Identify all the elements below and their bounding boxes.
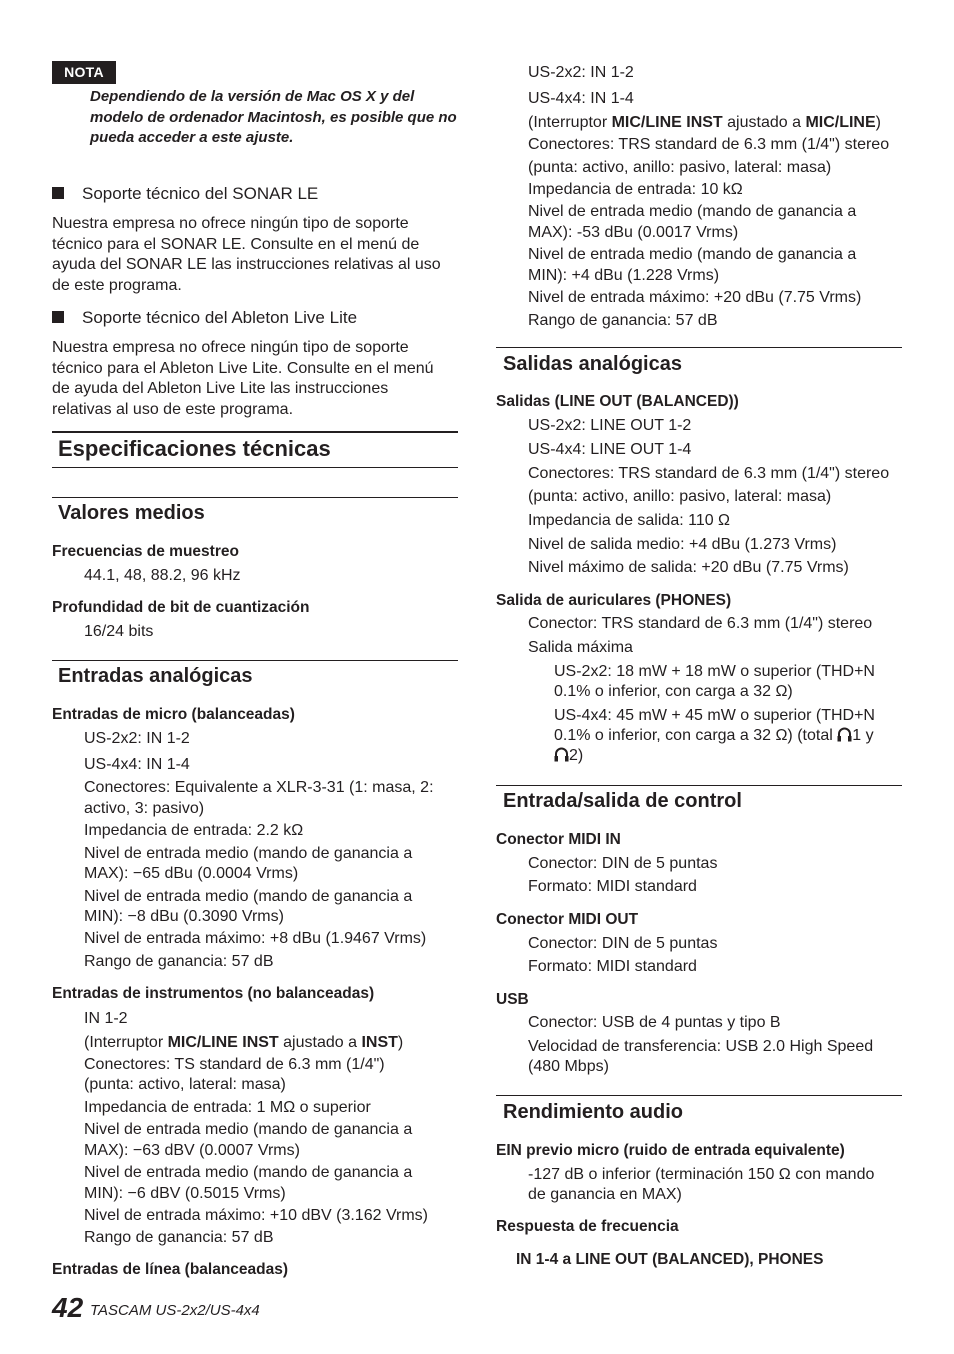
spec-line: (punta: activo, anillo: pasivo, lateral: masa) [528,159,832,176]
switch-line: (Interruptor MIC/LINE INST ajustado a INST) [84,1034,404,1051]
sonar-heading [52,183,318,205]
spec-line: Conector: DIN de 5 puntas [528,935,718,952]
ableton-heading-text: Soporte técnico del Ableton Live Lite [82,308,358,327]
salidas-title: Salidas analógicas [503,353,682,375]
spec-line: 0.1% o inferior, con carga a 32 Ω) (total 1 y [554,727,874,744]
divider [496,1095,902,1096]
divider [52,431,458,433]
text-line: relativas al uso de este programa. [52,400,294,418]
midi-in-label: Conector MIDI IN [496,831,621,848]
resp-sub: IN 1-4 a LINE OUT (BALANCED), PHONES [516,1251,824,1268]
ein-label: EIN previo micro (ruido de entrada equivalente) [496,1142,845,1159]
line-in-label: Entradas de línea (balanceadas) [52,1261,289,1278]
spec-line: MIN): −8 dBu (0.3090 Vrms) [84,908,284,925]
inst-label: Entradas de instrumentos (no balanceadas) [52,985,375,1002]
line-out-label: Salidas (LINE OUT (BALANCED)) [496,393,739,410]
spec-line: (punta: activo, lateral: masa) [84,1076,286,1093]
ableton-paragraph [52,338,458,420]
spec-line: Impedancia de salida: 110 Ω [528,512,731,529]
spec-line: MAX): −63 dBV (0.0007 Vrms) [84,1142,300,1159]
spec-line: Nivel de entrada máximo: +8 dBu (1.9467 Vrms) [84,930,427,947]
spec-line: Rango de ganancia: 57 dB [528,312,718,329]
footer-product: TASCAM US-2x2/US-4x4 [90,1302,260,1319]
text-line: técnico para el Ableton Live Lite. Consulte en el menú [52,359,434,377]
spec-line: Nivel de salida medio: +4 dBu (1.273 Vrms) [528,536,837,553]
switch-line: (Interruptor MIC/LINE INST ajustado a MIC/LINE) [528,114,881,131]
nota-badge: NOTA [52,61,116,84]
phones-label: Salida de auriculares (PHONES) [496,592,732,609]
spec-line: US-2x2: LINE OUT 1-2 [528,417,692,434]
control-title: Entrada/salida de control [503,790,742,812]
spec-line: Conector: DIN de 5 puntas [528,855,718,872]
spec-line: Velocidad de transferencia: USB 2.0 High Speed [528,1038,874,1055]
text-line: técnico para el SONAR LE. Consulte en el menú de [52,235,420,253]
spec-line: MIN): +4 dBu (1.228 Vrms) [528,267,720,284]
spec-line: MAX): −65 dBu (0.0004 Vrms) [84,865,299,882]
entradas-title: Entradas analógicas [58,665,253,687]
spec-line: (480 Mbps) [528,1058,609,1075]
text-line: de este programa. [52,276,182,294]
sonar-heading-text: Soporte técnico del SONAR LE [82,184,319,203]
spec-line: Nivel de entrada medio (mando de ganancia a [84,1121,413,1138]
spec-line: US-4x4: 45 mW + 45 mW o superior (THD+N [554,707,875,724]
spec-line: Nivel de entrada medio (mando de ganancia a [528,246,857,263]
spec-line: US-2x2: IN 1-2 [528,64,634,81]
freq-value: 44.1, 48, 88.2, 96 kHz [84,567,241,584]
text-line: ayuda del SONAR LE las instrucciones relativas al uso [52,256,441,273]
spec-line: Nivel de entrada máximo: +20 dBu (7.75 Vrms) [528,289,862,306]
spec-line: Nivel de entrada medio (mando de ganancia a [84,1164,413,1181]
spec-line: Conectores: TRS standard de 6.3 mm (1/4") stereo [528,465,890,482]
nota-text: Dependiendo de la versión de Mac OS X y del modelo de ordenador Macintosh, es posible que no pueda acceder a este ajuste. [90,88,457,146]
usb-label: USB [496,991,529,1008]
spec-line: Nivel de entrada medio (mando de ganancia a [84,845,413,862]
bits-value: 16/24 bits [84,623,154,640]
text-line: Nuestra empresa no ofrece ningún tipo de soporte [52,215,409,232]
square-bullet-icon [52,311,64,323]
spec-line: -127 dB o inferior (terminación 150 Ω con mando [528,1166,875,1183]
spec-line: 0.1% o inferior, con carga a 32 Ω) [554,683,793,700]
spec-line: US-4x4: LINE OUT 1-4 [528,441,692,458]
spec-line: Nivel de entrada máximo: +10 dBV (3.162 Vrms) [84,1207,429,1224]
spec-line: Conector: TRS standard de 6.3 mm (1/4") stereo [528,615,873,632]
spec-line: activo, 3: pasivo) [84,800,205,817]
spec-line: MAX): -53 dBu (0.0017 Vrms) [528,224,739,241]
text-line: Nuestra empresa no ofrece ningún tipo de soporte [52,339,409,356]
spec-line: Salida máxima [528,639,633,656]
divider [52,660,458,661]
spec-line: US-4x4: IN 1-4 [528,90,634,107]
spec-line: MIN): −6 dBV (0.5015 Vrms) [84,1185,286,1202]
spec-line: Conectores: Equivalente a XLR-3-31 (1: masa, 2: [84,779,434,796]
divider [52,497,458,498]
text-line: de ayuda del Ableton Live Lite las instrucciones [52,380,389,397]
spec-line: Nivel de entrada medio (mando de ganancia a [84,888,413,905]
divider [496,785,902,786]
spec-line: Impedancia de entrada: 2.2 kΩ [84,822,304,839]
spec-line: 2) [554,746,583,767]
spec-line: US-2x2: IN 1-2 [84,730,190,747]
spec-line: US-4x4: IN 1-4 [84,756,190,773]
spec-line: Impedancia de entrada: 1 MΩ o superior [84,1099,371,1116]
spec-line: Rango de ganancia: 57 dB [84,953,274,970]
square-bullet-icon [52,187,64,199]
spec-line: Conectores: TRS standard de 6.3 mm (1/4") stereo [528,136,890,153]
freq-label: Frecuencias de muestreo [52,543,239,560]
spec-line: Conector: USB de 4 puntas y tipo B [528,1014,781,1031]
spec-line: Nivel de entrada medio (mando de ganancia a [528,203,857,220]
resp-label: Respuesta de frecuencia [496,1218,679,1235]
headphones-icon [837,726,852,742]
spec-line: (punta: activo, anillo: pasivo, lateral: masa) [528,488,832,505]
divider [496,347,902,348]
spec-line: Formato: MIDI standard [528,878,697,895]
ableton-heading [52,307,357,329]
mic-label: Entradas de micro (balanceadas) [52,706,295,723]
rendimiento-title: Rendimiento audio [503,1101,683,1123]
spec-line: Formato: MIDI standard [528,958,697,975]
specs-title: Especificaciones técnicas [58,436,331,461]
spec-line: US-2x2: 18 mW + 18 mW o superior (THD+N [554,663,875,680]
sonar-paragraph [52,214,458,296]
midi-out-label: Conector MIDI OUT [496,911,639,928]
spec-line: Conectores: TS standard de 6.3 mm (1/4") [84,1056,385,1073]
spec-line: IN 1-2 [84,1010,128,1027]
spec-line: de ganancia en MAX) [528,1186,682,1203]
spec-line: Rango de ganancia: 57 dB [84,1229,274,1246]
divider [52,467,458,468]
spec-line: Impedancia de entrada: 10 kΩ [528,181,743,198]
headphones-icon [554,746,569,762]
valores-title: Valores medios [58,502,205,524]
spec-line: Nivel máximo de salida: +20 dBu (7.75 Vrms) [528,559,849,576]
page-number: 42 [52,1292,84,1323]
bits-label: Profundidad de bit de cuantización [52,599,310,616]
